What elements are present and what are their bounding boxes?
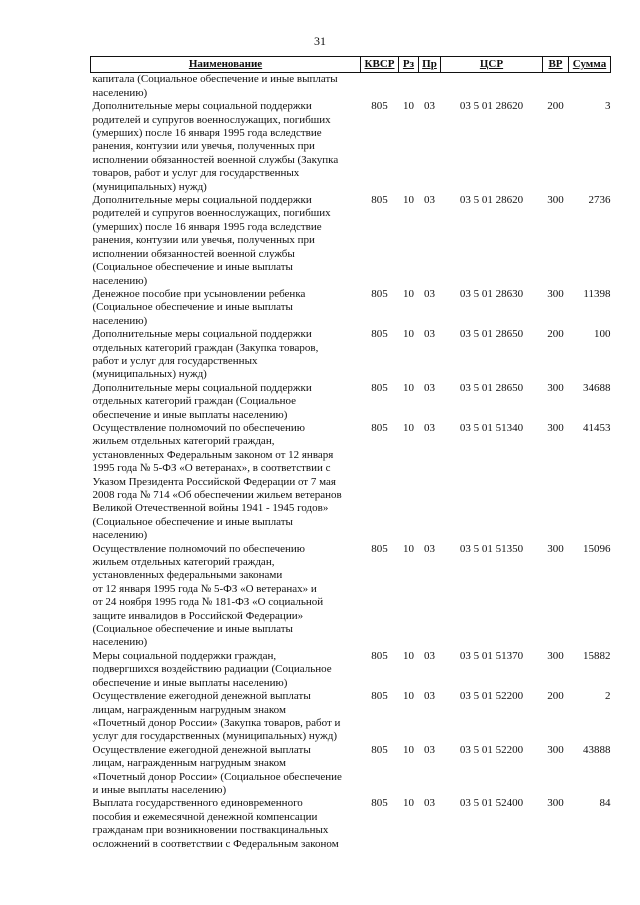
row-csr-cell: [441, 73, 543, 100]
row-name-line: Осуществление полномочий по обеспечению: [92, 421, 305, 434]
row-rz-cell: 10: [403, 542, 414, 555]
row-name-line: ранения, контузии или увечья, полученных при: [92, 140, 315, 153]
row-name-line: Дополнительные меры социальной поддержки: [92, 328, 312, 341]
row-rz-cell: 10: [403, 743, 414, 756]
row-name-line: капитала (Социальное обеспечение и иные выплаты: [92, 73, 338, 86]
row-kvsr-cell: 805: [371, 381, 388, 394]
row-kvsr-cell: [361, 73, 399, 100]
table-row: [91, 100, 611, 194]
row-pr-cell: 03: [424, 100, 435, 113]
row-pr-cell: 03: [424, 542, 435, 555]
row-vr-cell: 300: [547, 743, 564, 756]
row-kvsr-cell: 805: [371, 100, 388, 113]
row-name-line: (Социальное обеспечение и иные выплаты: [92, 301, 293, 314]
row-name-line: товаров, работ и услуг для государственных: [92, 167, 300, 180]
row-sum-cell: 41453: [583, 421, 611, 434]
row-name-line: услуг для государственных (муниципальных) нужд): [92, 730, 338, 743]
row-pr-cell: 03: [424, 287, 435, 300]
table-header: [91, 57, 611, 73]
row-name-cell: [91, 797, 361, 851]
row-name-line: подвергшихся воздействию радиации (Социальное: [92, 663, 332, 676]
row-vr-cell: 300: [547, 649, 564, 662]
row-name-line: пособия и ежемесячной денежной компенсации: [92, 810, 318, 823]
row-name-line: исполнении обязанностей военной службы (Закупка: [92, 153, 339, 166]
row-sum-cell: [569, 73, 611, 100]
row-name-line: (Социальное обеспечение и иные выплаты: [92, 515, 293, 528]
row-sum-cell: 15096: [583, 542, 611, 555]
row-csr-cell: 03 5 01 28620: [459, 100, 524, 113]
row-rz-cell: 10: [403, 100, 414, 113]
row-name-line: (муниципальных) нужд): [92, 368, 207, 381]
row-name-line: Осуществление ежегодной денежной выплаты: [92, 743, 311, 756]
row-name-line: защите инвалидов в Российской Федерации»: [92, 609, 304, 622]
row-name-line: жильем отдельных категорий граждан,: [92, 435, 275, 448]
header-csr: ЦСР: [441, 57, 543, 73]
row-name-line: родителей и супругов военнослужащих, погибших: [92, 113, 331, 126]
row-name-line: ранения, контузии или увечья, полученных при: [92, 234, 315, 247]
row-vr-cell: 300: [547, 542, 564, 555]
row-pr-cell: 03: [424, 797, 435, 810]
row-name-line: осложнений в соответствии с Федеральным законом: [92, 837, 339, 850]
row-name-line: Осуществление полномочий по обеспечению: [92, 542, 305, 555]
row-name-line: лицам, награжденным нагрудным знаком: [92, 703, 286, 716]
row-vr-cell: 300: [547, 287, 564, 300]
row-name-line: населению): [92, 86, 148, 99]
row-name-cell: [91, 690, 361, 744]
row-csr-cell: 03 5 01 28650: [459, 381, 524, 394]
row-sum-cell: 84: [599, 797, 611, 810]
row-name-line: Великой Отечественной войны 1941 - 1945 годов»: [92, 502, 329, 515]
row-vr-cell: [543, 73, 569, 100]
row-name-line: (Социальное обеспечение и иные выплаты: [92, 623, 293, 636]
row-name-cell: [91, 328, 361, 382]
row-name-line: установленных Федеральным законом от 12 января: [92, 448, 334, 461]
row-csr-cell: 03 5 01 51340: [459, 421, 524, 434]
header-kvsr: КВСР: [361, 57, 399, 73]
row-vr-cell: 200: [547, 100, 564, 113]
row-name-cell: [91, 650, 361, 690]
table-row: [91, 288, 611, 328]
row-rz-cell: 10: [403, 649, 414, 662]
row-kvsr-cell: 805: [371, 797, 388, 810]
row-pr-cell: 03: [424, 421, 435, 434]
row-rz-cell: 10: [403, 797, 414, 810]
header-vr: ВР: [543, 57, 569, 73]
header-rz: Рз: [399, 57, 419, 73]
row-kvsr-cell: 805: [371, 194, 388, 207]
row-vr-cell: 300: [547, 797, 564, 810]
table-row: [91, 797, 611, 851]
row-name-line: гражданам при возникновении поствакцинальных: [92, 824, 329, 837]
row-vr-cell: 300: [547, 421, 564, 434]
row-pr-cell: 03: [424, 743, 435, 756]
row-name-line: населению): [92, 636, 148, 649]
table-row: [91, 690, 611, 744]
table-row: [91, 194, 611, 288]
row-kvsr-cell: 805: [371, 649, 388, 662]
row-pr-cell: 03: [424, 328, 435, 341]
row-csr-cell: 03 5 01 52200: [459, 690, 524, 703]
row-name-cell: [91, 288, 361, 328]
table-body: [91, 73, 611, 851]
row-name-line: «Почетный донор России» (Закупка товаров, работ и: [92, 716, 341, 729]
row-pr-cell: [419, 73, 441, 100]
header-pr: Пр: [419, 57, 441, 73]
row-name-cell: [91, 73, 361, 100]
row-name-cell: [91, 543, 361, 650]
row-pr-cell: 03: [424, 194, 435, 207]
row-rz-cell: [399, 73, 419, 100]
table-row: [91, 422, 611, 543]
row-name-line: лицам, награжденным нагрудным знаком: [92, 757, 286, 770]
row-name-line: (умерших) после 16 января 1995 года вследствие: [92, 220, 322, 233]
header-name: Наименование: [91, 57, 361, 73]
row-pr-cell: 03: [424, 690, 435, 703]
row-csr-cell: 03 5 01 52400: [459, 797, 524, 810]
row-name-line: 1995 года № 5-ФЗ «О ветеранах», в соответствии с: [92, 462, 331, 475]
row-csr-cell: 03 5 01 51370: [459, 649, 524, 662]
row-kvsr-cell: 805: [371, 690, 388, 703]
row-name-line: Осуществление ежегодной денежной выплаты: [92, 690, 311, 703]
row-name-line: Выплата государственного единовременного: [92, 797, 303, 810]
header-sum: Сумма: [569, 57, 611, 73]
row-name-line: Указом Президента Российской Федерации от 7 мая: [92, 475, 336, 488]
row-name-line: обеспечение и иные выплаты населению): [92, 676, 288, 689]
budget-table-container: [90, 56, 610, 851]
row-name-line: отдельных категорий граждан (Закупка товаров,: [92, 341, 319, 354]
row-kvsr-cell: 805: [371, 542, 388, 555]
row-name-line: и иные выплаты населению): [92, 783, 227, 796]
row-name-line: Дополнительные меры социальной поддержки: [92, 381, 312, 394]
row-name-cell: [91, 382, 361, 422]
row-vr-cell: 200: [547, 690, 564, 703]
row-name-line: населению): [92, 274, 148, 287]
budget-table: [90, 56, 611, 851]
row-rz-cell: 10: [403, 194, 414, 207]
row-name-line: Дополнительные меры социальной поддержки: [92, 100, 312, 113]
table-row: [91, 73, 611, 100]
row-name-line: от 12 января 1995 года № 5-ФЗ «О ветеранах» и: [92, 582, 317, 595]
row-name-line: от 24 ноября 1995 года № 181-ФЗ «О социальной: [92, 596, 324, 609]
row-name-line: обеспечение и иные выплаты населению): [92, 408, 288, 421]
row-sum-cell: 43888: [583, 743, 611, 756]
row-vr-cell: 300: [547, 194, 564, 207]
table-row: [91, 650, 611, 690]
row-rz-cell: 10: [403, 287, 414, 300]
row-name-line: (муниципальных) нужд): [92, 180, 207, 193]
row-csr-cell: 03 5 01 28620: [459, 194, 524, 207]
row-rz-cell: 10: [403, 690, 414, 703]
row-sum-cell: 11398: [583, 287, 611, 300]
row-sum-cell: 100: [594, 328, 611, 341]
row-rz-cell: 10: [403, 421, 414, 434]
table-row: [91, 543, 611, 650]
row-pr-cell: 03: [424, 649, 435, 662]
row-kvsr-cell: 805: [371, 328, 388, 341]
row-vr-cell: 200: [547, 328, 564, 341]
row-sum-cell: 2736: [588, 194, 611, 207]
row-name-line: Меры социальной поддержки граждан,: [92, 649, 277, 662]
row-name-line: Дополнительные меры социальной поддержки: [92, 194, 312, 207]
table-row: [91, 328, 611, 382]
row-name-line: жильем отдельных категорий граждан,: [92, 556, 275, 569]
row-name-line: (умерших) после 16 января 1995 года вследствие: [92, 127, 322, 140]
row-name-line: населению): [92, 314, 148, 327]
row-name-line: Денежное пособие при усыновлении ребенка: [92, 287, 306, 300]
row-name-line: отдельных категорий граждан (Социальное: [92, 395, 297, 408]
row-name-line: (Социальное обеспечение и иные выплаты: [92, 261, 293, 274]
row-rz-cell: 10: [403, 381, 414, 394]
row-vr-cell: 300: [547, 381, 564, 394]
row-name-line: установленных федеральными законами: [92, 569, 283, 582]
row-name-cell: [91, 744, 361, 798]
header-row: [91, 57, 611, 73]
table-row: [91, 382, 611, 422]
row-kvsr-cell: 805: [371, 743, 388, 756]
row-name-line: «Почетный донор России» (Социальное обеспечение: [92, 770, 342, 783]
row-name-line: исполнении обязанностей военной службы: [92, 247, 295, 260]
row-rz-cell: 10: [403, 328, 414, 341]
row-pr-cell: 03: [424, 381, 435, 394]
row-name-line: 2008 года № 714 «Об обеспечении жильем ветеранов: [92, 489, 342, 501]
row-sum-cell: 3: [605, 100, 611, 113]
row-sum-cell: 34688: [583, 381, 611, 394]
row-name-cell: [91, 100, 361, 194]
row-csr-cell: 03 5 01 28630: [459, 287, 524, 300]
page-number: 31: [314, 34, 326, 48]
table-row: [91, 744, 611, 798]
row-kvsr-cell: 805: [371, 287, 388, 300]
row-csr-cell: 03 5 01 52200: [459, 743, 524, 756]
row-csr-cell: 03 5 01 51350: [459, 542, 524, 555]
row-sum-cell: 15882: [583, 649, 611, 662]
row-name-line: населению): [92, 529, 148, 542]
row-name-cell: [91, 194, 361, 288]
row-name-line: родителей и супругов военнослужащих, погибших: [92, 207, 331, 220]
row-name-line: работ и услуг для государственных: [92, 354, 258, 367]
row-name-cell: [91, 422, 361, 543]
row-sum-cell: 2: [605, 690, 611, 703]
row-csr-cell: 03 5 01 28650: [459, 328, 524, 341]
row-kvsr-cell: 805: [371, 421, 388, 434]
